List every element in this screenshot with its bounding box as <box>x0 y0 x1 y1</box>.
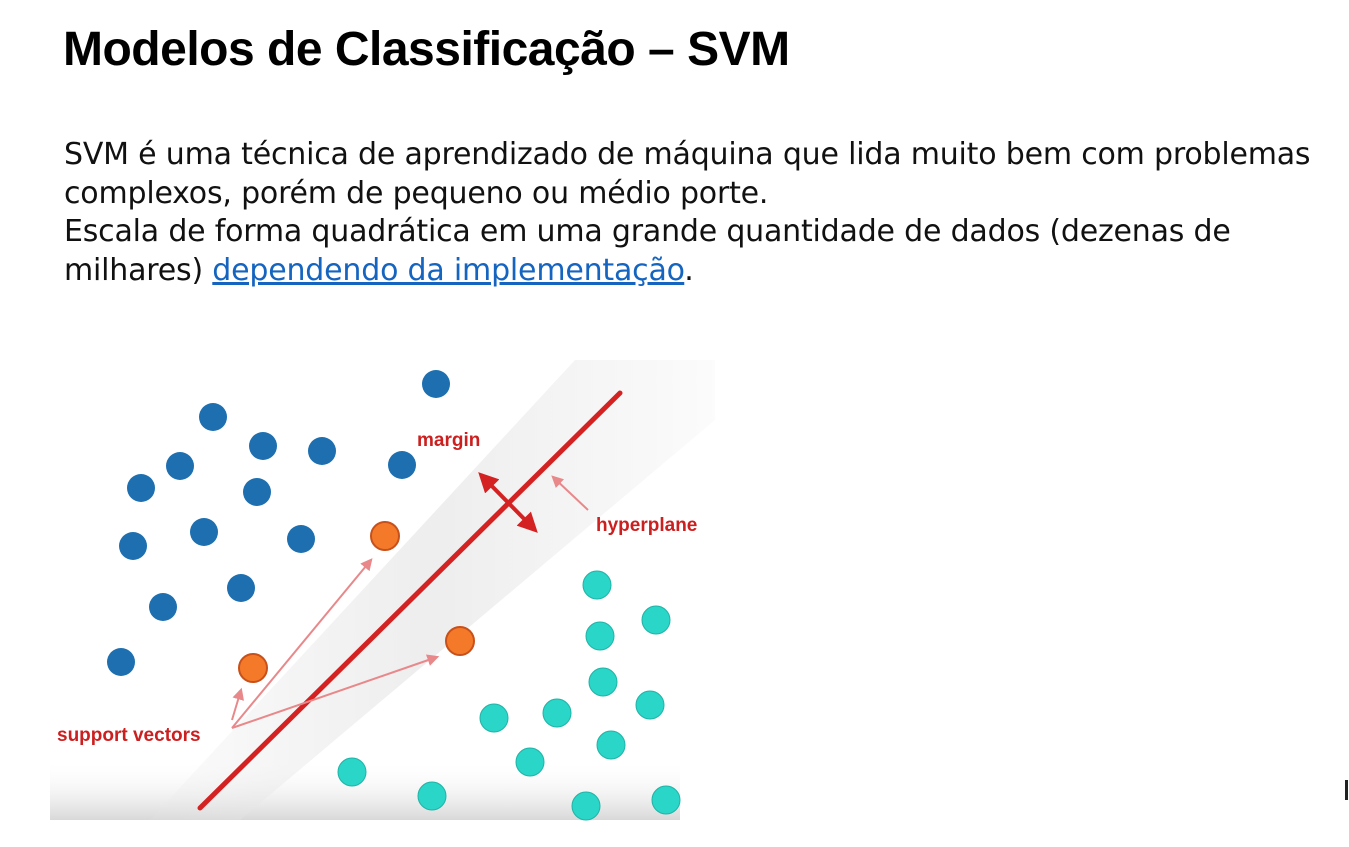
data-point-class-a <box>422 370 450 398</box>
data-point-class-a <box>243 478 271 506</box>
slide-edge-mark <box>1345 780 1348 800</box>
data-point-class-a <box>149 593 177 621</box>
data-point-class-b <box>636 691 664 719</box>
data-point-class-a <box>199 403 227 431</box>
data-point-class-a <box>227 574 255 602</box>
support-vector-arrow <box>232 690 241 720</box>
paragraph-scaling-text: Escala de forma quadrática em uma grande quantidade de dados (dezenas de milhares) <box>64 214 1231 288</box>
support-vectors-label: support vectors <box>57 725 201 746</box>
data-point-class-a <box>127 474 155 502</box>
support-vector-point <box>371 522 399 550</box>
data-point-class-a <box>190 518 218 546</box>
data-point-class-a <box>287 525 315 553</box>
data-point-class-b <box>586 622 614 650</box>
data-point-class-b <box>589 668 617 696</box>
data-point-class-b <box>480 704 508 732</box>
paragraph-scaling <box>64 213 1349 290</box>
data-point-class-b <box>642 606 670 634</box>
data-point-class-b <box>597 731 625 759</box>
implementation-link[interactable]: dependendo da implementação <box>212 252 685 288</box>
data-point-class-b <box>543 699 571 727</box>
data-point-class-b <box>516 748 544 776</box>
support-vector-point <box>446 627 474 655</box>
margin-label: margin <box>417 430 481 451</box>
hyperplane-label: hyperplane <box>596 515 698 536</box>
paragraph-scaling-period: . <box>684 252 694 288</box>
data-point-class-b <box>572 792 600 820</box>
svm-diagram <box>0 340 960 840</box>
data-point-class-a <box>119 532 147 560</box>
data-point-class-a <box>107 648 135 676</box>
data-point-class-a <box>308 437 336 465</box>
data-point-class-b <box>418 782 446 810</box>
diagram-background <box>50 360 950 820</box>
slide-body <box>64 136 1349 290</box>
data-point-class-a <box>166 452 194 480</box>
support-vector-point <box>239 654 267 682</box>
data-point-class-b <box>338 758 366 786</box>
data-point-class-b <box>652 786 680 814</box>
data-point-class-a <box>249 432 277 460</box>
data-point-class-a <box>388 451 416 479</box>
slide-title: Modelos de Classificação – SVM <box>63 23 790 76</box>
paragraph-svm-description: SVM é uma técnica de aprendizado de máquina que lida muito bem com problemas complexos, porém de pequeno ou médio porte. <box>64 137 1311 211</box>
data-point-class-b <box>583 571 611 599</box>
